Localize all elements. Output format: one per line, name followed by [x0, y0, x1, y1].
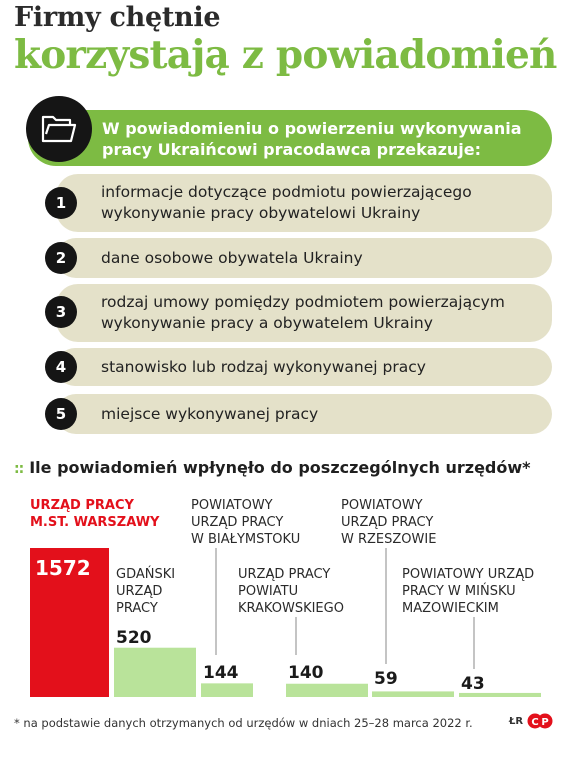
category-label-1-line-1: URZĄD — [116, 584, 163, 599]
subtitle-marker: :: — [14, 461, 24, 477]
value-label-4: 59 — [374, 669, 398, 689]
item-text-3: rodzaj umowy pomiędzy podmiotem powierzającym wykonywanie pracy a obywatelem Ukrainy — [101, 293, 505, 332]
bar-4 — [372, 691, 454, 697]
svg-text:P: P — [541, 717, 549, 728]
title-line-2: korzystają z powiadomień — [14, 32, 557, 78]
category-label-2-line-2: W BIAŁYMSTOKU — [191, 532, 301, 547]
value-label-2: 144 — [203, 663, 239, 683]
item-number-1: 1 — [45, 187, 77, 219]
publisher-logo — [527, 711, 553, 731]
item-text-2: dane osobowe obywatela Ukrainy — [101, 249, 363, 267]
item-number-2: 2 — [45, 242, 77, 274]
footnote: * na podstawie danych otrzymanych od urzędów w dniach 25–28 marca 2022 r. — [14, 716, 473, 730]
value-label-3: 140 — [288, 663, 324, 683]
value-label-0: 1572 — [35, 556, 91, 580]
category-label-5-line-0: POWIATOWY URZĄD — [402, 567, 535, 582]
value-label-1: 520 — [116, 628, 152, 648]
category-label-5-line-2: MAZOWIECKIM — [402, 601, 499, 616]
bar-1 — [114, 648, 196, 697]
category-label-1-line-2: PRACY — [116, 601, 158, 616]
svg-text:C: C — [531, 717, 539, 728]
item-number-5: 5 — [45, 398, 77, 430]
category-label-4-line-2: W RZESZOWIE — [341, 532, 437, 547]
category-label-4-line-1: URZĄD PRACY — [341, 515, 434, 530]
author-credit: ŁR — [509, 716, 524, 727]
bar-2 — [201, 683, 253, 697]
chart-subtitle-text: Ile powiadomień wpłynęło do poszczególnych urzędów* — [29, 458, 531, 477]
info-header-text: W powiadomieniu o powierzeniu wykonywania pracy Ukraińcowi pracodawca przekazuje: — [102, 119, 522, 159]
item-text-4: stanowisko lub rodzaj wykonywanej pracy — [101, 358, 426, 376]
value-label-5: 43 — [461, 674, 485, 694]
category-label-2-line-0: POWIATOWY — [191, 498, 273, 513]
title-line-1: Firmy chętnie — [14, 2, 221, 33]
category-label-5-line-1: PRACY W MIŃSKU — [402, 584, 516, 599]
category-label-3-line-2: KRAKOWSKIEGO — [238, 601, 344, 616]
category-label-3-line-0: URZĄD PRACY — [238, 567, 331, 582]
category-label-1-line-0: GDAŃSKI — [116, 567, 176, 582]
category-label-2-line-1: URZĄD PRACY — [191, 515, 284, 530]
item-number-3: 3 — [45, 296, 77, 328]
category-label-3-line-1: POWIATU — [238, 584, 299, 599]
item-text-5: miejsce wykonywanej pracy — [101, 405, 319, 423]
bar-3 — [286, 684, 368, 697]
item-number-4: 4 — [45, 351, 77, 383]
category-label-0-line-0: URZĄD PRACY — [30, 498, 134, 513]
category-label-4-line-0: POWIATOWY — [341, 498, 423, 513]
category-label-0-line-1: M.ST. WARSZAWY — [30, 515, 160, 530]
item-text-1: informacje dotyczące podmiotu powierzającego wykonywanie pracy obywatelowi Ukrainy — [101, 183, 472, 222]
